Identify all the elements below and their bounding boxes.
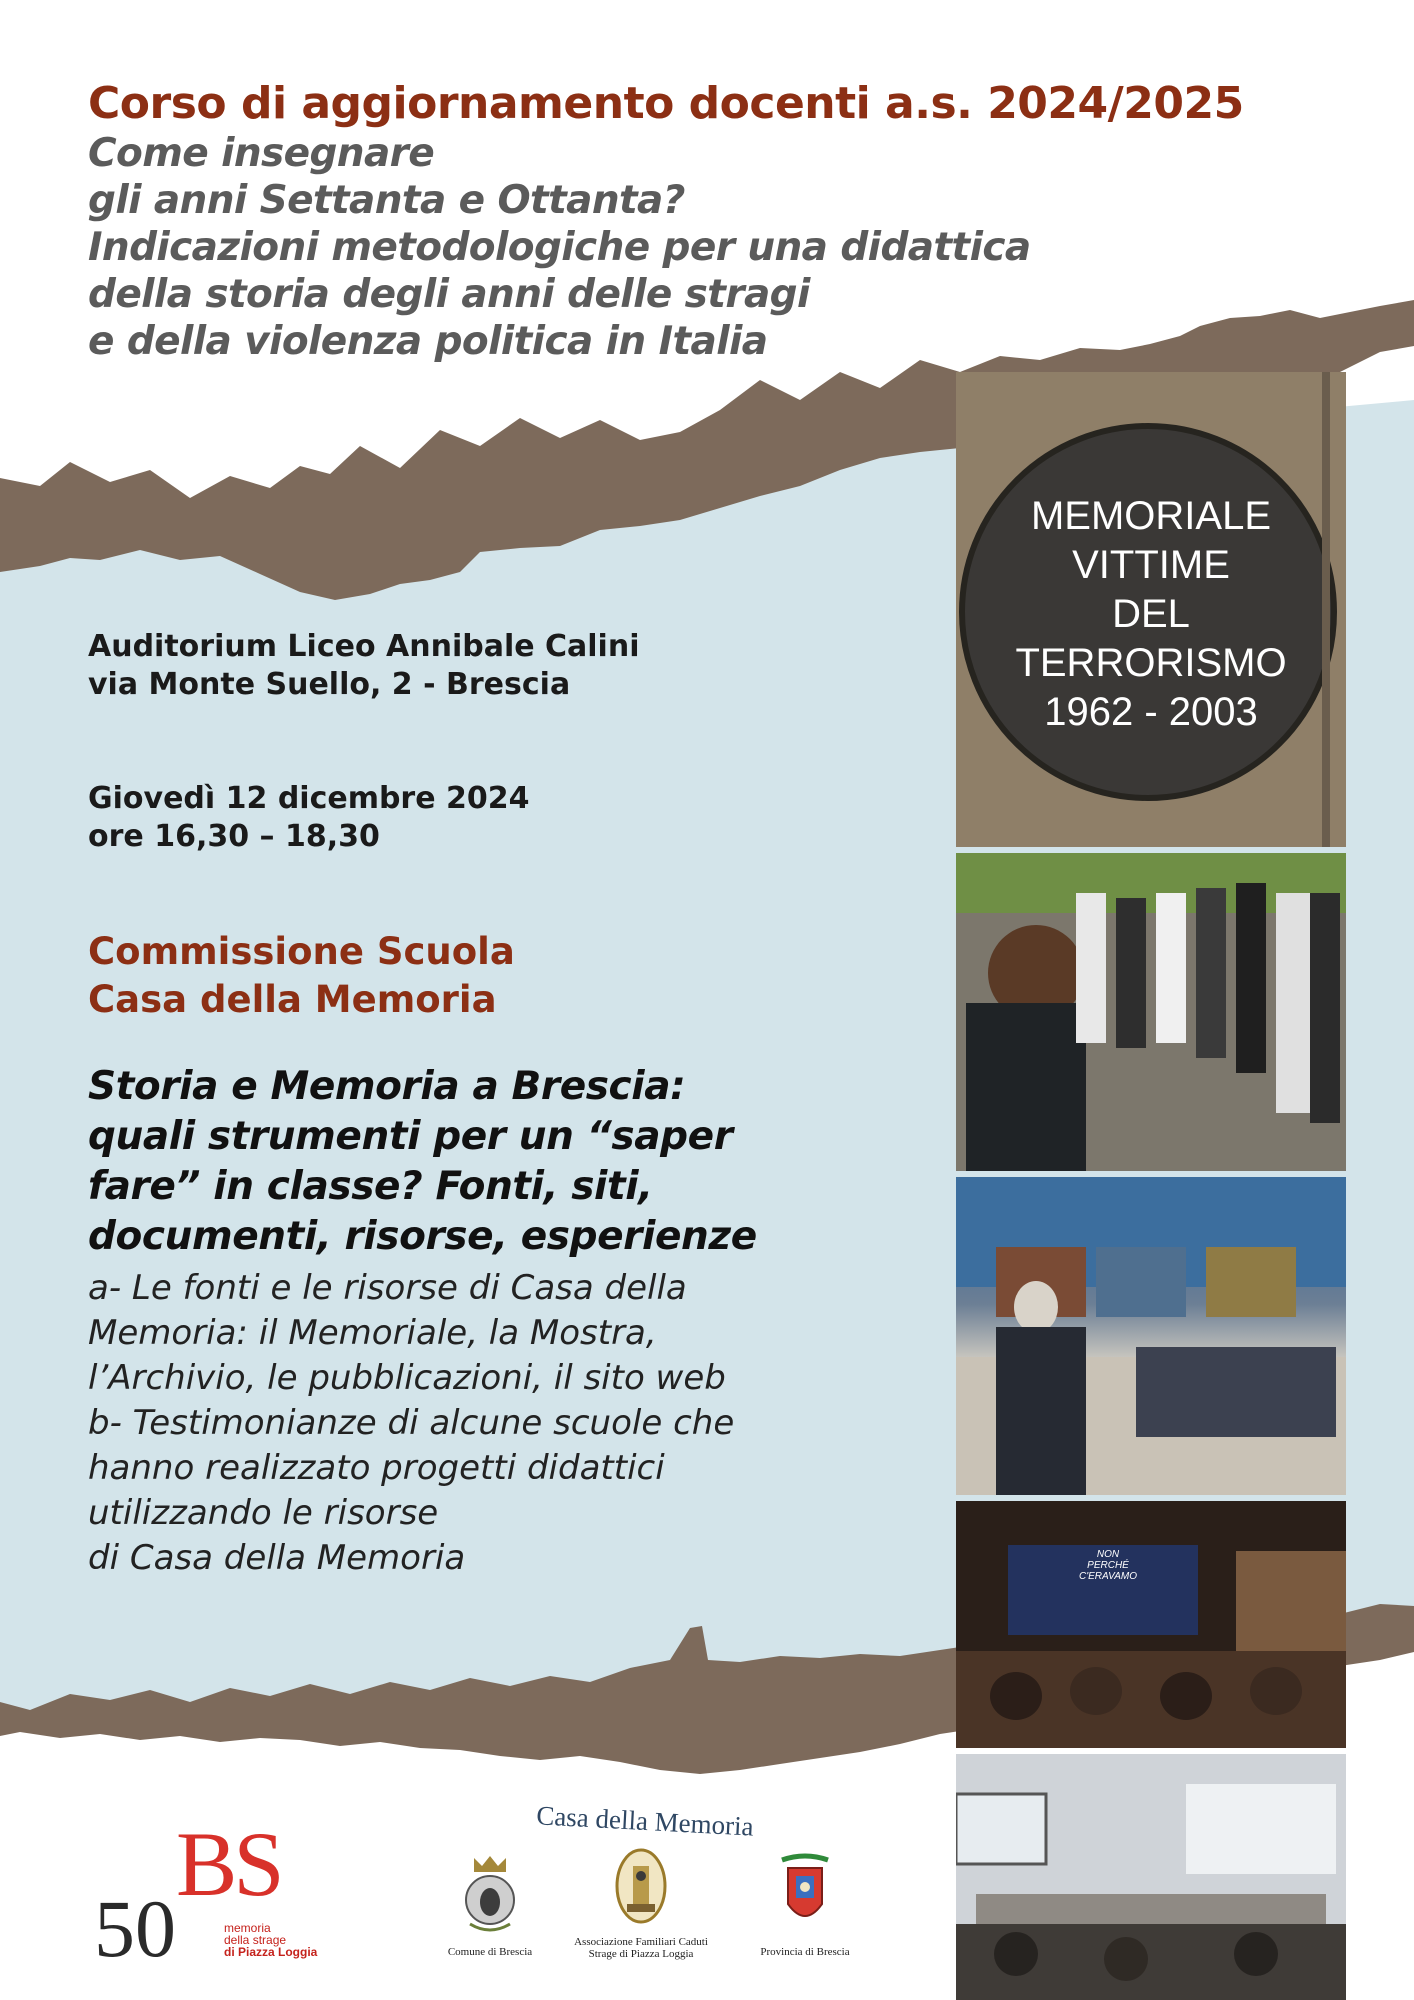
memorial-plaque-photo [956,372,1346,847]
photo-column [956,378,1346,2000]
venue [88,628,639,704]
50-bs-logo [90,1813,350,1974]
bs-number: 50 [94,1883,176,1974]
auditorium-screening-photo [956,1501,1346,1748]
plaque-line: DEL [1112,592,1190,636]
plaque-line: TERRORISMO [1015,641,1287,685]
talk-body-line: utilizzando le risorse [88,1493,439,1533]
outdoor-scene [956,853,1346,1171]
commission-line: Commissione Scuola [88,930,515,973]
talk-body-line: b- Testimonianze di alcune scuole che [88,1403,735,1443]
bs-caption-line: della strage [224,1933,287,1947]
course-title: Corso di aggiornamento docenti a.s. 2024/2025 [88,78,1244,129]
venue-address: via Monte Suello, 2 - Brescia [88,667,571,702]
classroom-talk-photo [956,1177,1346,1495]
classroom-scene [956,1177,1346,1495]
subtitle-line: della storia degli anni delle stragi [88,272,810,317]
comune-label: Comune di Brescia [447,1946,533,1958]
talk-body-line: hanno realizzato progetti didattici [88,1448,665,1488]
casa-della-memoria-title: Casa della Memoria [535,1800,755,1842]
venue-name: Auditorium Liceo Annibale Calini [88,629,640,664]
bs-letters: BS [176,1813,281,1915]
meeting-room-photo [956,1754,1346,2000]
auditorium-scene [956,1501,1346,1748]
subtitle-line: e della violenza politica in Italia [88,319,768,364]
commission-heading [88,928,515,1024]
provincia-shield-icon [774,1852,836,1938]
plaque-line: MEMORIALE [1030,494,1272,538]
plaque-line: VITTIME [1072,543,1230,587]
associazione-label-line: Strage di Piazza Loggia [588,1948,694,1960]
comune-di-brescia-logo [405,1852,575,1958]
plaque-line: 1962 - 2003 [1044,690,1258,734]
tower-emblem-icon [613,1846,669,1928]
plaque-inscription [956,492,1346,737]
event-day: Giovedì 12 dicembre 2024 [88,781,530,816]
screen-line: C'ERAVAMO [1078,1571,1138,1582]
subtitle-line: Indicazioni metodologiche per una didattica [88,225,1031,270]
talk-title-line: Storia e Memoria a Brescia: [88,1064,686,1109]
screen-line: NON [1096,1549,1120,1560]
talk-body-line: l’Archivio, le pubblicazioni, il sito web [88,1358,726,1398]
talk-body-line: a- Le fonti e le risorse di Casa della [88,1268,687,1308]
bs-caption-line: di Piazza Loggia [224,1945,318,1959]
students-outdoor-photo [956,853,1346,1171]
bs-caption-line: memoria [224,1921,271,1935]
event-date [88,780,530,856]
commission-line: Casa della Memoria [88,978,497,1021]
talk-title [88,1062,848,1262]
event-time: ore 16,30 – 18,30 [88,819,380,854]
header [88,78,1348,365]
talk-body-line: Memoria: il Memoriale, la Mostra, [88,1313,657,1353]
bs-caption [224,1922,317,1958]
associazione-familiari-logo [556,1846,726,1960]
talk-title-line: quali strumenti per un “saper [88,1114,733,1159]
associazione-label-line: Associazione Familiari Caduti [574,1936,708,1948]
associazione-label [556,1936,726,1960]
comune-crest-icon [460,1852,520,1938]
talk-body-line: di Casa della Memoria [88,1538,466,1578]
subtitle-line: Come insegnare [88,131,435,176]
talk-description [88,1266,928,1581]
provincia-label: Provincia di Brescia [760,1946,850,1958]
screen-caption [1048,1549,1168,1582]
talk-title-line: fare” in classe? Fonti, siti, [88,1164,653,1209]
screen-line: PERCHÉ [1087,1560,1129,1571]
meeting-scene [956,1754,1346,2000]
subtitle-line: gli anni Settanta e Ottanta? [88,178,685,223]
talk-title-line: documenti, risorse, esperienze [88,1214,757,1259]
provincia-di-brescia-logo [720,1852,890,1958]
